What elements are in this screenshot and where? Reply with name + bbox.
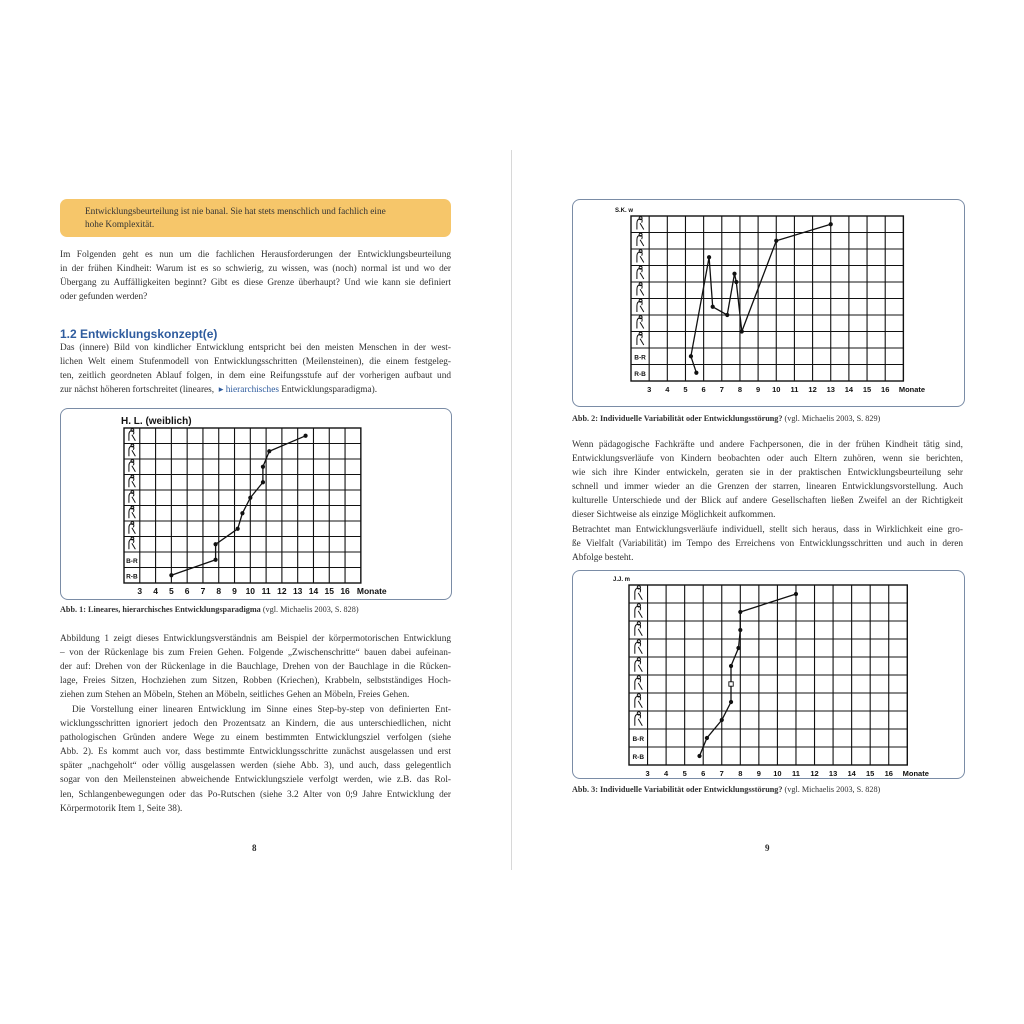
caption-bold: Abb. 1: Lineares, hierarchisches Entwicklungsparadigma (60, 605, 261, 614)
milestone-figure-head (131, 537, 134, 540)
milestone-figure-stroke (129, 539, 135, 549)
milestone-figure-icon (637, 316, 644, 329)
data-point (734, 280, 738, 284)
milestone-figure-stroke (129, 446, 135, 456)
milestone-figure-icon (637, 217, 644, 230)
x-tick-label: 9 (756, 385, 761, 394)
x-tick-label: 3 (137, 586, 143, 596)
milestone-figure-stroke (637, 252, 644, 263)
milestone-figure-icon (635, 586, 642, 600)
callout-text (85, 206, 435, 232)
milestone-figure-icon (129, 522, 135, 534)
milestone-figure-head (637, 658, 640, 661)
text-line: kulturelle Unterschiede und der Blick auf andere Gesellschaften ließen Zweifel an der Richtigkeit (572, 496, 963, 507)
milestone-figure-icon (635, 622, 642, 636)
milestone-figure-icon (635, 676, 642, 690)
text-line: lichen Welt einem Stufenmodell von Entwicklungsschritten (Meilensteinen), die einem festgeleg- (60, 357, 451, 368)
text-line: Körpermotorik Item 1, Seite 38). (60, 803, 183, 814)
x-axis-label: Monate (902, 769, 929, 778)
milestone-figure-icon (635, 658, 642, 672)
x-tick-label: 15 (866, 769, 875, 778)
text-line: ße Vielfalt (Variabilität) im Tempo des Erreichens von Entwicklungsschritten und auch in deren (572, 538, 963, 549)
milestone-figure-stroke (635, 714, 642, 726)
x-tick-label: 16 (340, 586, 350, 596)
x-tick-label: 5 (683, 385, 688, 394)
row-label: R-B (126, 573, 138, 581)
section-paragraph (60, 341, 451, 397)
row-label: R-B (632, 754, 645, 761)
x-tick-label: 14 (308, 586, 319, 596)
milestone-figure-stroke (129, 524, 135, 534)
page-number: 8 (252, 843, 257, 853)
milestone-figure-stroke (635, 588, 642, 600)
data-point (732, 272, 736, 276)
figure-3-chart (573, 571, 964, 778)
x-tick-label: 8 (216, 586, 222, 596)
data-point (267, 449, 271, 453)
data-point (303, 434, 307, 438)
text-line (60, 383, 451, 397)
x-tick-label: 13 (828, 769, 838, 778)
milestone-figure-icon (637, 283, 644, 296)
x-tick-label: 14 (844, 385, 854, 394)
x-tick-label: 6 (701, 385, 706, 394)
milestone-figure-icon (635, 604, 642, 618)
chart-title: S.K. w (615, 208, 634, 214)
text-line: Abbildung 1 zeigt dieses Entwicklungsverständnis am Beispiel der körpermotorischen Entwicklung (60, 634, 451, 644)
right-paragraph-1 (572, 438, 963, 565)
data-point (705, 736, 709, 740)
x-tick-label: 10 (245, 586, 256, 596)
milestone-figure-head (639, 332, 642, 335)
x-tick-label: 5 (169, 586, 174, 596)
x-tick-label: 3 (645, 769, 650, 778)
data-point (213, 542, 217, 546)
x-tick-label: 16 (881, 385, 890, 394)
x-tick-label: 7 (719, 385, 724, 394)
x-tick-label: 7 (719, 769, 724, 778)
milestone-figure-head (131, 491, 134, 494)
x-tick-label: 13 (826, 385, 835, 394)
x-tick-label: 3 (647, 385, 652, 394)
milestone-figure-head (639, 250, 642, 253)
chart-title: H. L. (weiblich) (121, 416, 192, 427)
x-tick-label: 12 (808, 385, 817, 394)
x-tick-label: 16 (884, 769, 893, 778)
milestone-figure-stroke (129, 462, 135, 472)
text-line: len, Schlangenbewegungen oder das Po-Rutschen (siehe 3.2 Alter von 0;9 Jahre Entwicklung der (60, 789, 451, 800)
text-fragment: Entwicklungsparadigma). (281, 385, 378, 396)
x-tick-label: 14 (847, 769, 856, 778)
row-label: B-R (634, 354, 646, 362)
milestone-figure-head (131, 506, 134, 509)
data-point (689, 354, 693, 358)
text-line: Wenn pädagogische Fachkräfte und andere Fachpersonen, die in der frühen Kindheit tätig sind, (572, 440, 963, 450)
milestone-figure-head (639, 266, 642, 269)
text-fragment: zur nächst höheren fortschreitet (lineares, (60, 385, 215, 396)
x-tick-label: 8 (737, 385, 743, 394)
x-tick-label: 4 (664, 769, 669, 778)
data-point (694, 371, 698, 375)
callout-box (60, 199, 451, 237)
data-point (729, 664, 733, 668)
figure-3-box (572, 570, 965, 779)
milestone-figure-stroke (635, 678, 642, 690)
text-line: – von der Rückenlage bis zum Freien Gehen. Folgende „Zwischenschritte“ bauen dabei aufeinan- (60, 648, 451, 659)
milestone-figure-stroke (635, 660, 642, 672)
right-page (512, 0, 1024, 1024)
milestone-figure-icon (637, 233, 644, 246)
milestone-figure-stroke (635, 696, 642, 708)
milestone-figure-stroke (635, 624, 642, 636)
figure-1-chart (61, 409, 451, 599)
text-line: Die Vorstellung einer linearen Entwicklung im Sinne eines Step-by-step von definierten Ent- (72, 705, 451, 715)
callout-line: Entwicklungsbeurteilung ist nie banal. Sie hat stets menschlich und fachlich eine (85, 207, 386, 217)
milestone-figure-icon (635, 694, 642, 708)
figure-2-chart (573, 200, 964, 406)
milestone-figure-stroke (635, 642, 642, 654)
x-tick-label: 10 (772, 385, 781, 394)
glossary-link-label: hierarchisches (225, 385, 279, 396)
milestone-figure-head (637, 640, 640, 643)
x-tick-label: 13 (292, 586, 303, 596)
x-tick-label: 11 (261, 586, 271, 596)
row-label: B-R (632, 736, 645, 743)
text-line: lage, Freies Sitzen, Hochziehen zum Sitzen, Robben (Kriechen), Krabbeln, selbstständiges Hoch- (60, 676, 451, 687)
milestone-figure-head (637, 586, 640, 589)
x-tick-label: 12 (277, 586, 287, 596)
x-tick-label: 10 (773, 769, 782, 778)
milestone-figure-head (131, 429, 134, 432)
data-point (213, 558, 217, 562)
figure-2-box (572, 199, 965, 407)
data-point (736, 646, 740, 650)
x-tick-label: 7 (200, 586, 206, 596)
caption-source: (vgl. Michaelis 2003, S. 828) (262, 605, 359, 614)
milestone-figure-icon (129, 506, 135, 518)
figure-1-caption (60, 605, 359, 614)
milestone-figure-head (637, 622, 640, 625)
data-point (707, 255, 711, 259)
x-tick-label: 8 (738, 769, 743, 778)
data-point (829, 222, 833, 226)
milestone-figure-stroke (129, 477, 135, 487)
milestone-figure-head (637, 604, 640, 607)
milestone-figure-icon (129, 491, 135, 503)
row-label: R-B (634, 370, 646, 378)
text-line: Übergang zu Auffälligkeiten beginnt? Gibt es diese Grenze überhaupt? Und wie kann sie definiert (60, 278, 451, 289)
milestone-figure-head (639, 217, 642, 220)
milestone-figure-head (639, 299, 642, 302)
text-line: ziehen zum Stehen an Möbeln, Stehen an Möbeln, seitliches Gehen an Möbeln, Freies Gehen. (60, 690, 410, 701)
text-line: Im Folgenden geht es nun um die fachlichen Herausforderungen der Entwicklungsbeurteilung (60, 250, 451, 260)
milestone-figure-stroke (637, 334, 644, 345)
milestone-figure-stroke (635, 606, 642, 618)
data-point (729, 700, 733, 704)
data-point (261, 465, 265, 469)
x-tick-label: 9 (232, 586, 237, 596)
chart-title: J.J. m (613, 577, 631, 583)
milestone-figure-stroke (637, 235, 644, 246)
text-line: oder gefunden werden? (60, 292, 148, 303)
text-line: der auf: Drehen von der Rückenlage in die Bauchlage, Drehen von der Bauchlage in die Rücken- (60, 662, 451, 673)
milestone-figure-head (639, 316, 642, 319)
milestone-figure-icon (637, 299, 644, 312)
figure-1-box (60, 408, 452, 600)
milestone-figure-stroke (637, 268, 644, 279)
caption-bold: Abb. 3: Individuelle Variabilität oder Entwicklungsstörung? (572, 785, 783, 794)
paragraph-3 (60, 703, 451, 816)
data-point (740, 329, 744, 333)
milestone-figure-icon (637, 266, 644, 279)
x-tick-label: 6 (184, 586, 190, 596)
data-point (236, 527, 240, 531)
x-tick-label: 12 (810, 769, 819, 778)
milestone-figure-icon (637, 250, 644, 263)
data-point (711, 305, 715, 309)
text-line: später „nachgeholt“ oder völlig ausgelassen werden (siehe Abb. 3), und auch, dass gelegentlich (60, 761, 451, 772)
x-axis-label: Monate (356, 586, 387, 596)
milestone-figure-icon (129, 444, 135, 456)
caption-bold: Abb. 2: Individuelle Variabilität oder Entwicklungsstörung? (572, 414, 783, 423)
data-point (261, 480, 265, 484)
figure-3-caption (572, 785, 880, 794)
milestone-figure-icon (129, 460, 135, 472)
x-tick-label: 15 (862, 385, 872, 394)
callout-line: hohe Komplexität. (85, 220, 155, 230)
data-point (248, 496, 252, 500)
text-line: sogar von den Meilensteinen abweichende Entwicklungsziele verfolgt werden, wie z.B. das Rol- (60, 775, 451, 786)
milestone-figure-head (639, 283, 642, 286)
row-label: B-R (126, 557, 138, 565)
milestone-figure-head (131, 444, 134, 447)
left-page (0, 0, 511, 1024)
page-number: 9 (765, 843, 770, 853)
caption-source: (vgl. Michaelis 2003, S. 829) (784, 414, 881, 423)
intro-paragraph (60, 248, 451, 304)
milestone-figure-icon (129, 475, 135, 487)
milestone-figure-icon (635, 640, 642, 654)
data-point (774, 239, 778, 243)
paragraph-2 (60, 632, 451, 702)
data-point (720, 718, 724, 722)
milestone-figure-head (637, 712, 640, 715)
milestone-figure-stroke (637, 301, 644, 312)
x-tick-label: 11 (792, 769, 800, 778)
milestone-figure-stroke (129, 508, 135, 518)
text-line: Entwicklungsverläufe von Kindern beobachten oder auch Eltern zuhören, wenn sie berichten, (572, 454, 963, 465)
glossary-link[interactable]: ▸ hierarchisches (218, 385, 279, 396)
section-heading: 1.2 Entwicklungskonzept(e) (60, 327, 218, 341)
milestone-figure-stroke (129, 431, 135, 441)
text-line: ten, zeitlich geordneten Ablauf folgen, in dem eine Reifungsstufe auf der vorherigen aufbaut und (60, 371, 451, 382)
x-tick-label: 6 (701, 769, 706, 778)
text-line: dieser Sichtweise als einzige Möglichkeit aufkommen. (572, 510, 776, 521)
text-line: wie sich ihre Kinder entwickeln, geraten sie in der praktischen Entwicklungsbeurteilung sehr (572, 468, 963, 479)
x-tick-label: 9 (756, 769, 761, 778)
x-tick-label: 4 (665, 385, 670, 394)
milestone-figure-icon (635, 712, 642, 726)
milestone-figure-stroke (637, 219, 644, 230)
text-line: Betrachtet man Entwicklungsverläufe individuell, stellt sich heraus, dass in Wirklichkeit eine gro- (572, 524, 963, 535)
milestone-figure-head (637, 676, 640, 679)
text-line: in der frühen Kindheit: Warum ist es so schwierig, zu wissen, was (noch) normal ist und wo der (60, 264, 451, 275)
data-point (697, 754, 701, 758)
data-point (729, 682, 733, 686)
milestone-figure-head (637, 694, 640, 697)
text-line: schnell und immer wieder an die Grenzen der starren, linearen Entwicklungsvorstellung. Auch (572, 482, 963, 493)
x-tick-label: 11 (790, 385, 799, 394)
data-point (738, 610, 742, 614)
milestone-figure-icon (129, 537, 135, 549)
data-point (725, 313, 729, 317)
x-tick-label: 15 (324, 586, 334, 596)
milestone-figure-head (131, 475, 134, 478)
caption-source: (vgl. Michaelis 2003, S. 828) (784, 785, 881, 794)
data-point (169, 573, 173, 577)
milestone-figure-stroke (637, 318, 644, 329)
data-point (794, 592, 798, 596)
x-tick-label: 5 (682, 769, 687, 778)
milestone-figure-head (131, 522, 134, 525)
milestone-figure-stroke (129, 493, 135, 503)
milestone-figure-head (131, 460, 134, 463)
milestone-figure-icon (637, 332, 644, 345)
data-point (240, 511, 244, 515)
text-line: wicklungsschritten ignoriert jedoch den Prozentsatz an Kindern, die aus unterschiedlichen, nicht (60, 719, 451, 730)
text-line: Abfolge besteht. (572, 552, 634, 563)
figure-2-caption (572, 414, 880, 423)
text-line: pathologischen Gründen andere Wege zu einem bestimmten Entwicklungsziel verfolgen (siehe (60, 733, 451, 744)
milestone-figure-head (639, 233, 642, 236)
milestone-figure-stroke (637, 285, 644, 296)
text-line: Abb. 2). Es kommt auch vor, dass bestimmte Entwicklungsschritte zunächst ausgelassen und erst (60, 747, 451, 758)
milestone-figure-icon (129, 429, 135, 441)
x-tick-label: 4 (153, 586, 158, 596)
x-axis-label: Monate (898, 385, 926, 394)
text-line: Das (innere) Bild von kindlicher Entwicklung entspricht bei den meisten Menschen in der west- (60, 343, 451, 353)
data-point (738, 628, 742, 632)
